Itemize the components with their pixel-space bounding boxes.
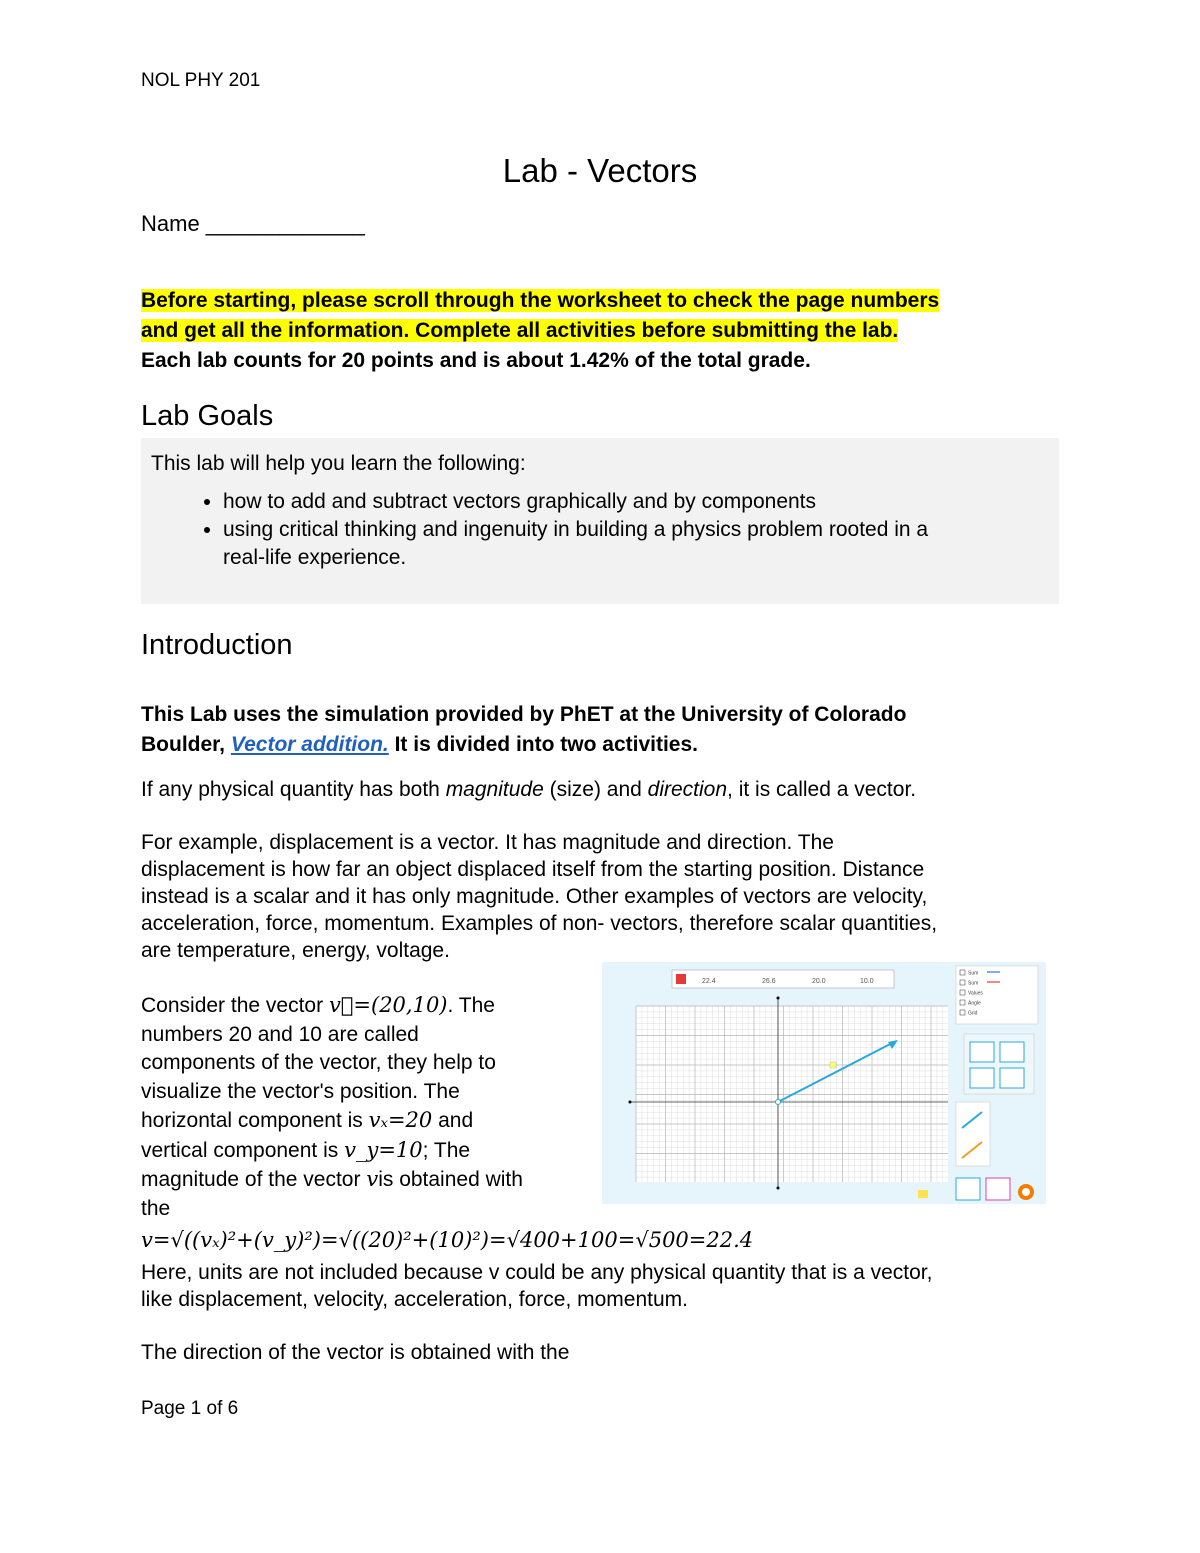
goal-item: • using critical thinking and ingenuity in building a physics problem rooted in a real-life experience. [223, 516, 1049, 572]
svg-text:Values: Values [968, 990, 983, 997]
readout-2: 26.6 [762, 978, 776, 985]
units-paragraph: Here, units are not included because v could be any physical quantity that is a vector, like displacement, velocity, acceleration, force, momentum. [141, 1261, 933, 1311]
magnitude-formula: v=√((vₓ)²+(v_y)²)=√((20)²+(10)²)=√400+100=√500=22.4 [141, 1228, 754, 1252]
readout-1: 22.4 [702, 978, 716, 985]
page-footer: Page 1 of 6 [141, 1398, 239, 1419]
notice-line-1: Before starting, please scroll through the worksheet to check the page numbers [141, 289, 940, 312]
instructions-notice [141, 286, 1061, 376]
readout-3: 20.0 [812, 978, 826, 985]
page-header: NOL PHY 201 [141, 70, 261, 91]
goal-item: • how to add and subtract vectors graphically and by components [223, 488, 1049, 516]
readout-4: 10.0 [860, 978, 874, 985]
svg-text:Sum: Sum [968, 970, 979, 977]
svg-text:Sum: Sum [968, 980, 979, 987]
svg-text:Grid: Grid [968, 1010, 978, 1017]
lab-goals-heading: Lab Goals [141, 400, 274, 432]
delete-icon [676, 974, 686, 984]
lab-goals-list [151, 488, 1049, 572]
vector-definition: If any physical quantity has both magnitude (size) and direction, it is called a vector. [141, 778, 917, 801]
simulation-info: This Lab uses the simulation provided by PhET at the University of Colorado Boulder, Vector addition. It is divided into two activities. [141, 703, 907, 756]
examples-paragraph: For example, displacement is a vector. It has magnitude and direction. The displacement is how far an object displaced itself from the starting position. Distance instead is a scalar and it has only magnitude. Other examples of vectors are velocity, acceleration, force, momentum. Examples of non- vectors, therefore scalar quantities, are temperature, energy, voltage. [141, 831, 938, 962]
lab-goals-intro: This lab will help you learn the following: [151, 452, 526, 475]
svg-text:Angle: Angle [968, 1000, 981, 1007]
name-field-label: Name _____________ [141, 211, 365, 236]
direction-paragraph: The direction of the vector is obtained with the [141, 1341, 570, 1364]
notice-line-3: Each lab counts for 20 points and is about 1.42% of the total grade. [141, 349, 811, 372]
simulation-grid [629, 997, 949, 1190]
phet-simulation-screenshot [602, 962, 1046, 1204]
vector-addition-link[interactable]: Vector addition. [230, 733, 389, 756]
lab-goals-box [141, 438, 1059, 604]
page-title: Lab - Vectors [502, 152, 698, 189]
notice-line-2: and get all the information. Complete all activities before submitting the lab. [141, 319, 899, 342]
consider-paragraph: Consider the vector v⃗=(20,10). The numbers 20 and 10 are called components of the vector, they help to visualize the vector's position. The horizontal component is vₓ=20 and vertical component is v_y=10; The magnitude of the vector vis obtained with the [141, 993, 523, 1220]
introduction-heading: Introduction [141, 629, 293, 661]
